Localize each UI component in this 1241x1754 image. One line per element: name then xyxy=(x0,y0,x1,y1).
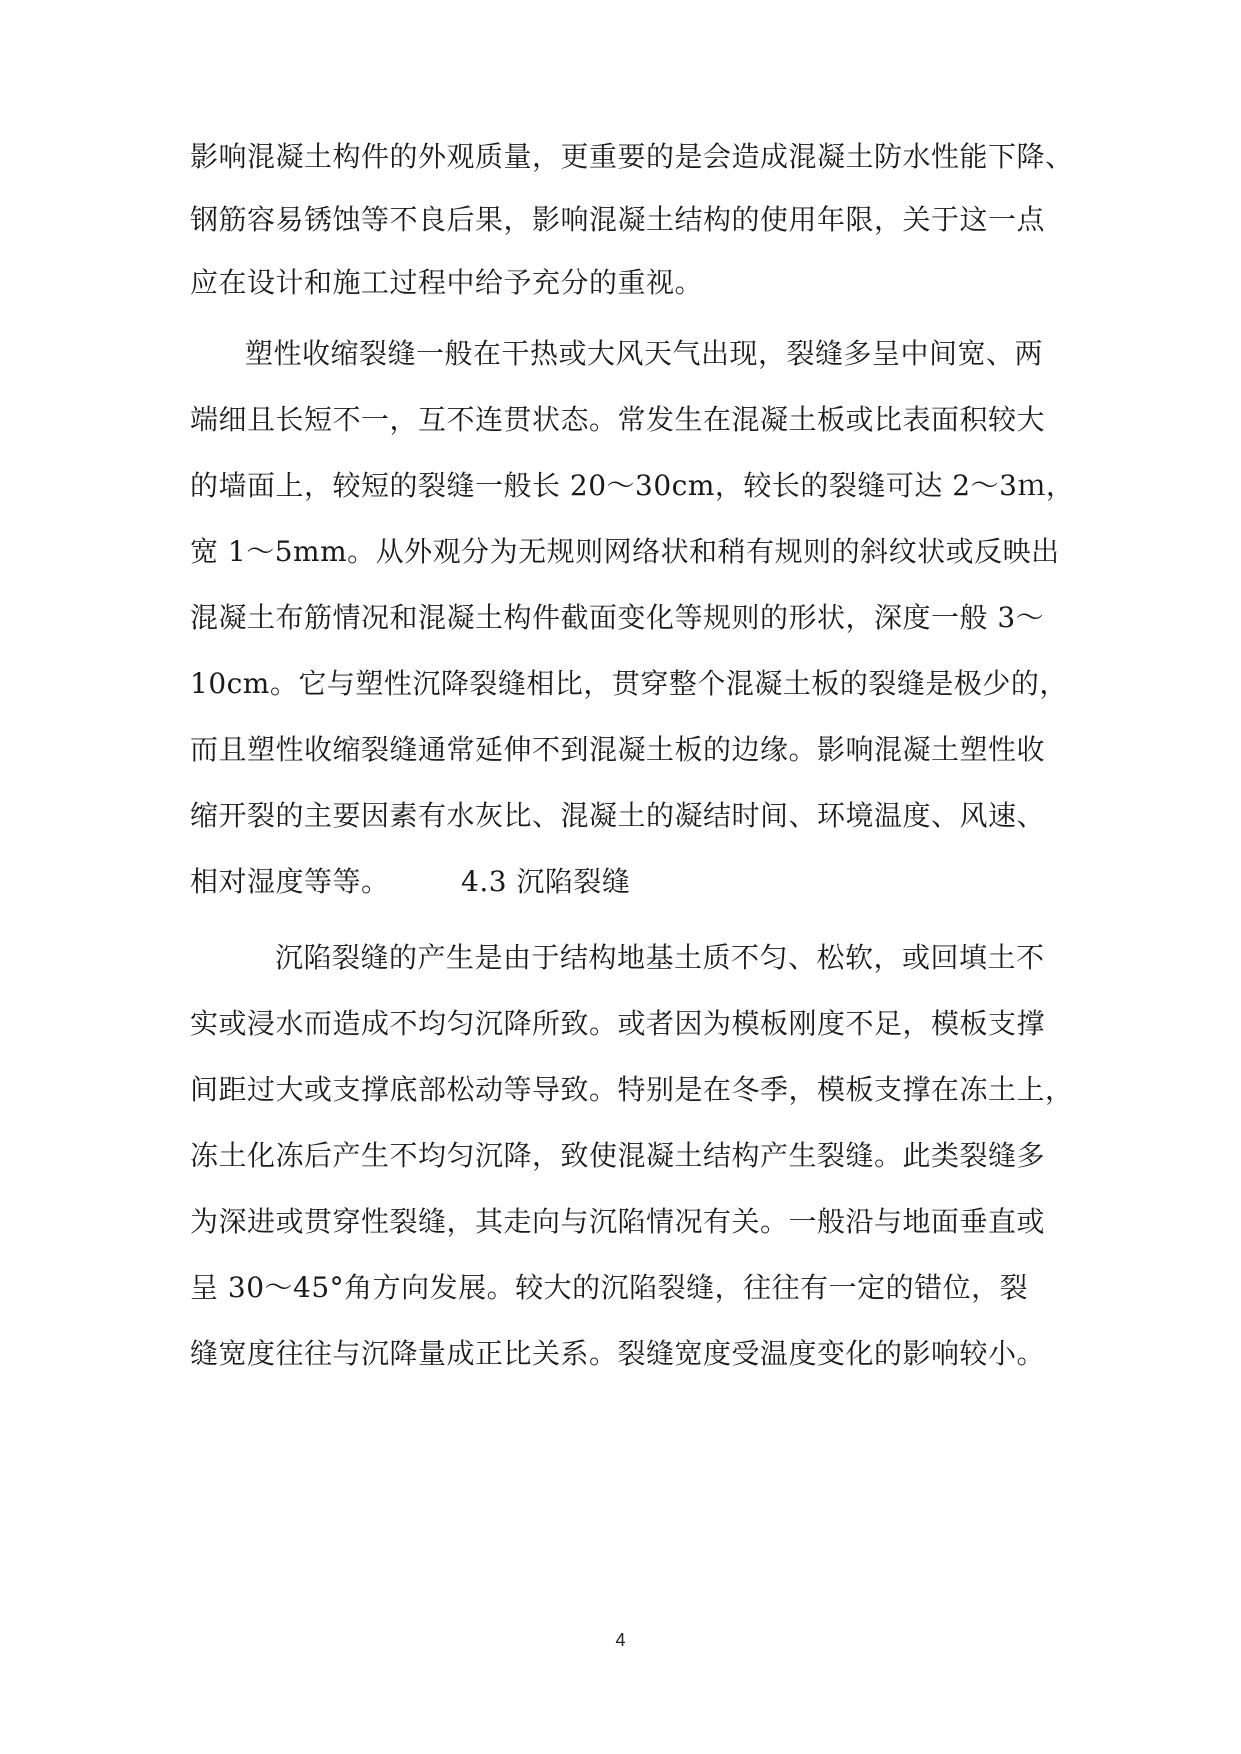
paragraph-line: 10cm。它与塑性沉降裂缝相比，贯穿整个混凝土板的裂缝是极少的， xyxy=(190,667,1068,700)
paragraph-line: 应在设计和施工过程中给予充分的重视。 xyxy=(190,266,704,299)
paragraph-line: 间距过大或支撑底部松动等导致。特别是在冬季，模板支撑在冻土上， xyxy=(190,1073,1074,1106)
paragraph-line: 缩开裂的主要因素有水灰比、混凝土的凝结时间、环境温度、风速、 xyxy=(190,799,1046,832)
paragraph-line: 冻土化冻后产生不均匀沉降，致使混凝土结构产生裂缝。此类裂缝多 xyxy=(190,1139,1046,1172)
paragraph-line: 端细且长短不一，互不连贯状态。常发生在混凝土板或比表面积较大 xyxy=(190,403,1046,436)
paragraph-line: 钢筋容易锈蚀等不良后果，影响混凝土结构的使用年限，关于这一点 xyxy=(190,203,1046,236)
paragraph-line: 呈 30～45°角方向发展。较大的沉陷裂缝，往往有一定的错位，裂 xyxy=(190,1271,1029,1304)
paragraph-line: 实或浸水而造成不均匀沉降所致。或者因为模板刚度不足，模板支撑 xyxy=(190,1007,1046,1040)
paragraph-line: 缝宽度往往与沉降量成正比关系。裂缝宽度受温度变化的影响较小。 xyxy=(190,1337,1046,1370)
paragraph-line: 的墙面上，较短的裂缝一般长 20～30cm，较长的裂缝可达 2～3ｍ， xyxy=(190,469,1075,502)
paragraph-line: 混凝土布筋情况和混凝土构件截面变化等规则的形状，深度一般 3～ xyxy=(190,601,1045,634)
paragraph-line: 而且塑性收缩裂缝通常延伸不到混凝土板的边缘。影响混凝土塑性收 xyxy=(190,733,1046,766)
paragraph-line: 宽 1～5mm。从外观分为无规则网络状和稍有规则的斜纹状或反映出 xyxy=(190,535,1060,568)
page-number: 4 xyxy=(615,1630,626,1650)
section-heading-line: 相对湿度等等。 4.3 沉陷裂缝 xyxy=(190,865,631,898)
paragraph-line: 塑性收缩裂缝一般在干热或大风天气出现，裂缝多呈中间宽、两 xyxy=(245,337,1044,370)
paragraph-line: 为深进或贯穿性裂缝，其走向与沉陷情况有关。一般沿与地面垂直或 xyxy=(190,1205,1046,1238)
paragraph-line: 影响混凝土构件的外观质量，更重要的是会造成混凝土防水性能下降、 xyxy=(190,140,1074,173)
paragraph-line: 沉陷裂缝的产生是由于结构地基土质不匀、松软，或回填土不 xyxy=(275,941,1045,974)
